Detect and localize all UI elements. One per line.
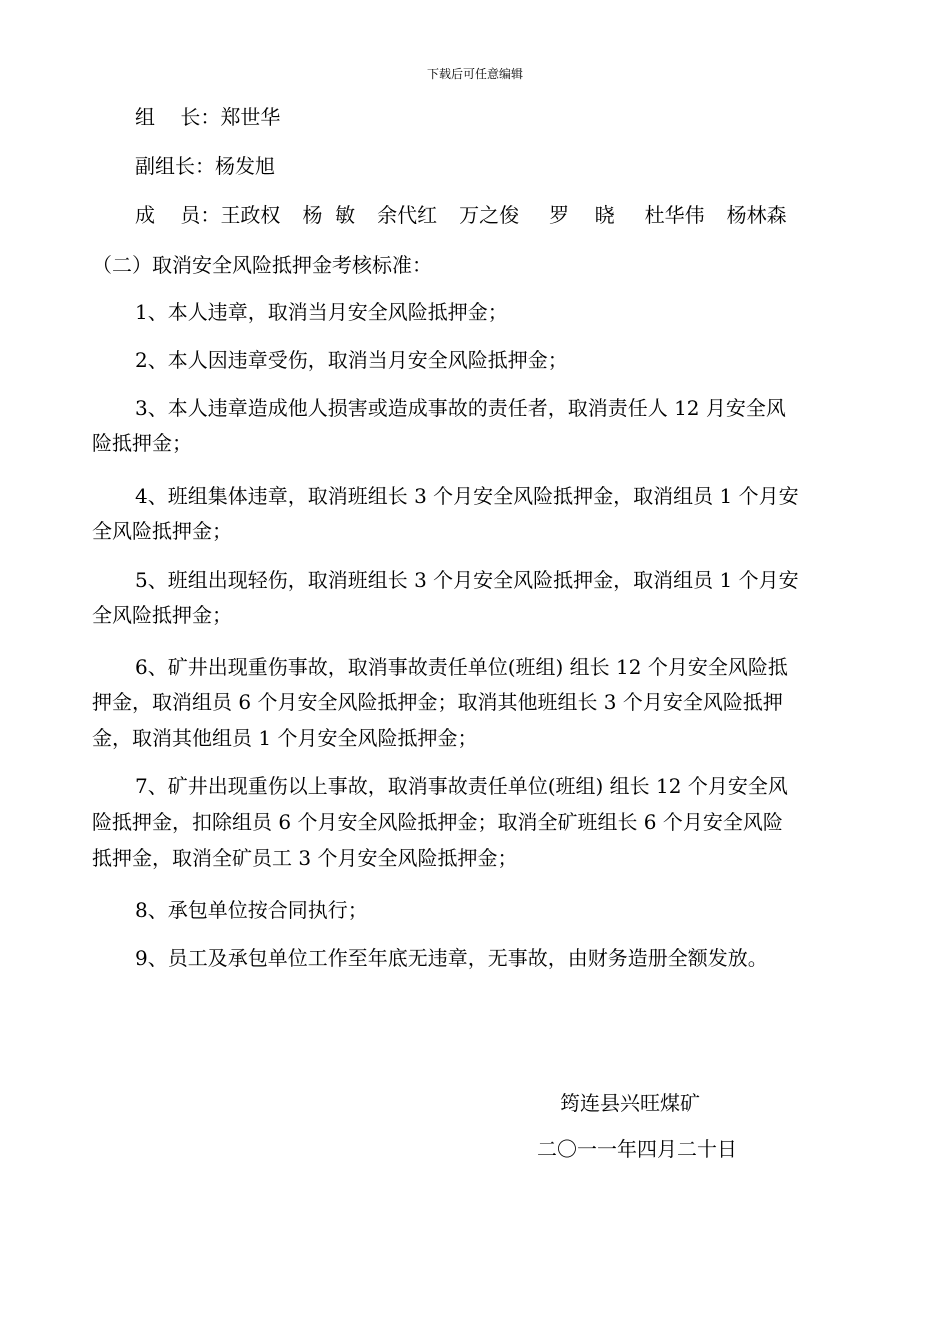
item-4-line-1: 4、班组集体违章，取消班组长 3 个月安全风险抵押金，取消组员 1 个月安	[135, 484, 799, 508]
item-3-line-2: 险抵押金；	[92, 431, 192, 455]
signature-date: 二〇一一年四月二十日	[537, 1137, 737, 1161]
member-name: 余代红	[377, 203, 438, 227]
members-label: 成 员：	[135, 203, 221, 227]
deputy-label: 副组长：	[135, 154, 215, 178]
item-9: 9、员工及承包单位工作至年底无违章，无事故，由财务造册全额发放。	[135, 946, 768, 970]
deputy-name: 杨发旭	[215, 154, 275, 178]
item-2: 2、本人因违章受伤，取消当月安全风险抵押金；	[135, 348, 568, 372]
section-title: （二）取消安全风险抵押金考核标准：	[92, 253, 432, 277]
member-name: 杨林森	[726, 203, 787, 227]
item-7-line-3: 抵押金，取消全矿员工 3 个月安全风险抵押金；	[92, 846, 518, 870]
item-1: 1、本人违章，取消当月安全风险抵押金；	[135, 300, 508, 324]
member-name: 杜华伟	[644, 203, 705, 227]
item-7-line-1: 7、矿井出现重伤以上事故，取消事故责任单位(班组) 组长 12 个月安全风	[135, 774, 788, 798]
member-name: 万之俊	[459, 203, 520, 227]
item-3-line-1: 3、本人违章造成他人损害或造成事故的责任者，取消责任人 12 月安全风	[135, 396, 786, 420]
member-name: 王政权	[220, 203, 281, 227]
item-5-line-2: 全风险抵押金；	[92, 603, 232, 627]
item-6-line-3: 金，取消其他组员 1 个月安全风险抵押金；	[92, 726, 478, 750]
item-7-line-2: 险抵押金，扣除组员 6 个月安全风险抵押金；取消全矿班组长 6 个月安全风险	[92, 810, 783, 834]
signature-organization: 筠连县兴旺煤矿	[560, 1091, 700, 1115]
member-name: 杨 敏	[302, 203, 356, 227]
leader-line	[135, 104, 280, 130]
item-8: 8、承包单位按合同执行；	[135, 898, 368, 922]
deputy-line	[135, 153, 275, 179]
item-6-line-1: 6、矿井出现重伤事故，取消事故责任单位(班组) 组长 12 个月安全风险抵	[135, 655, 788, 679]
leader-label: 组 长：	[135, 105, 221, 129]
members-line	[135, 202, 787, 228]
item-4-line-2: 全风险抵押金；	[92, 519, 232, 543]
item-6-line-2: 押金，取消组员 6 个月安全风险抵押金；取消其他班组长 3 个月安全风险抵押	[92, 690, 783, 714]
member-name: 罗 晓	[549, 203, 615, 227]
item-5-line-1: 5、班组出现轻伤，取消班组长 3 个月安全风险抵押金，取消组员 1 个月安	[135, 568, 799, 592]
header-note: 下载后可任意编辑	[426, 67, 523, 81]
leader-name: 郑世华	[220, 105, 281, 129]
